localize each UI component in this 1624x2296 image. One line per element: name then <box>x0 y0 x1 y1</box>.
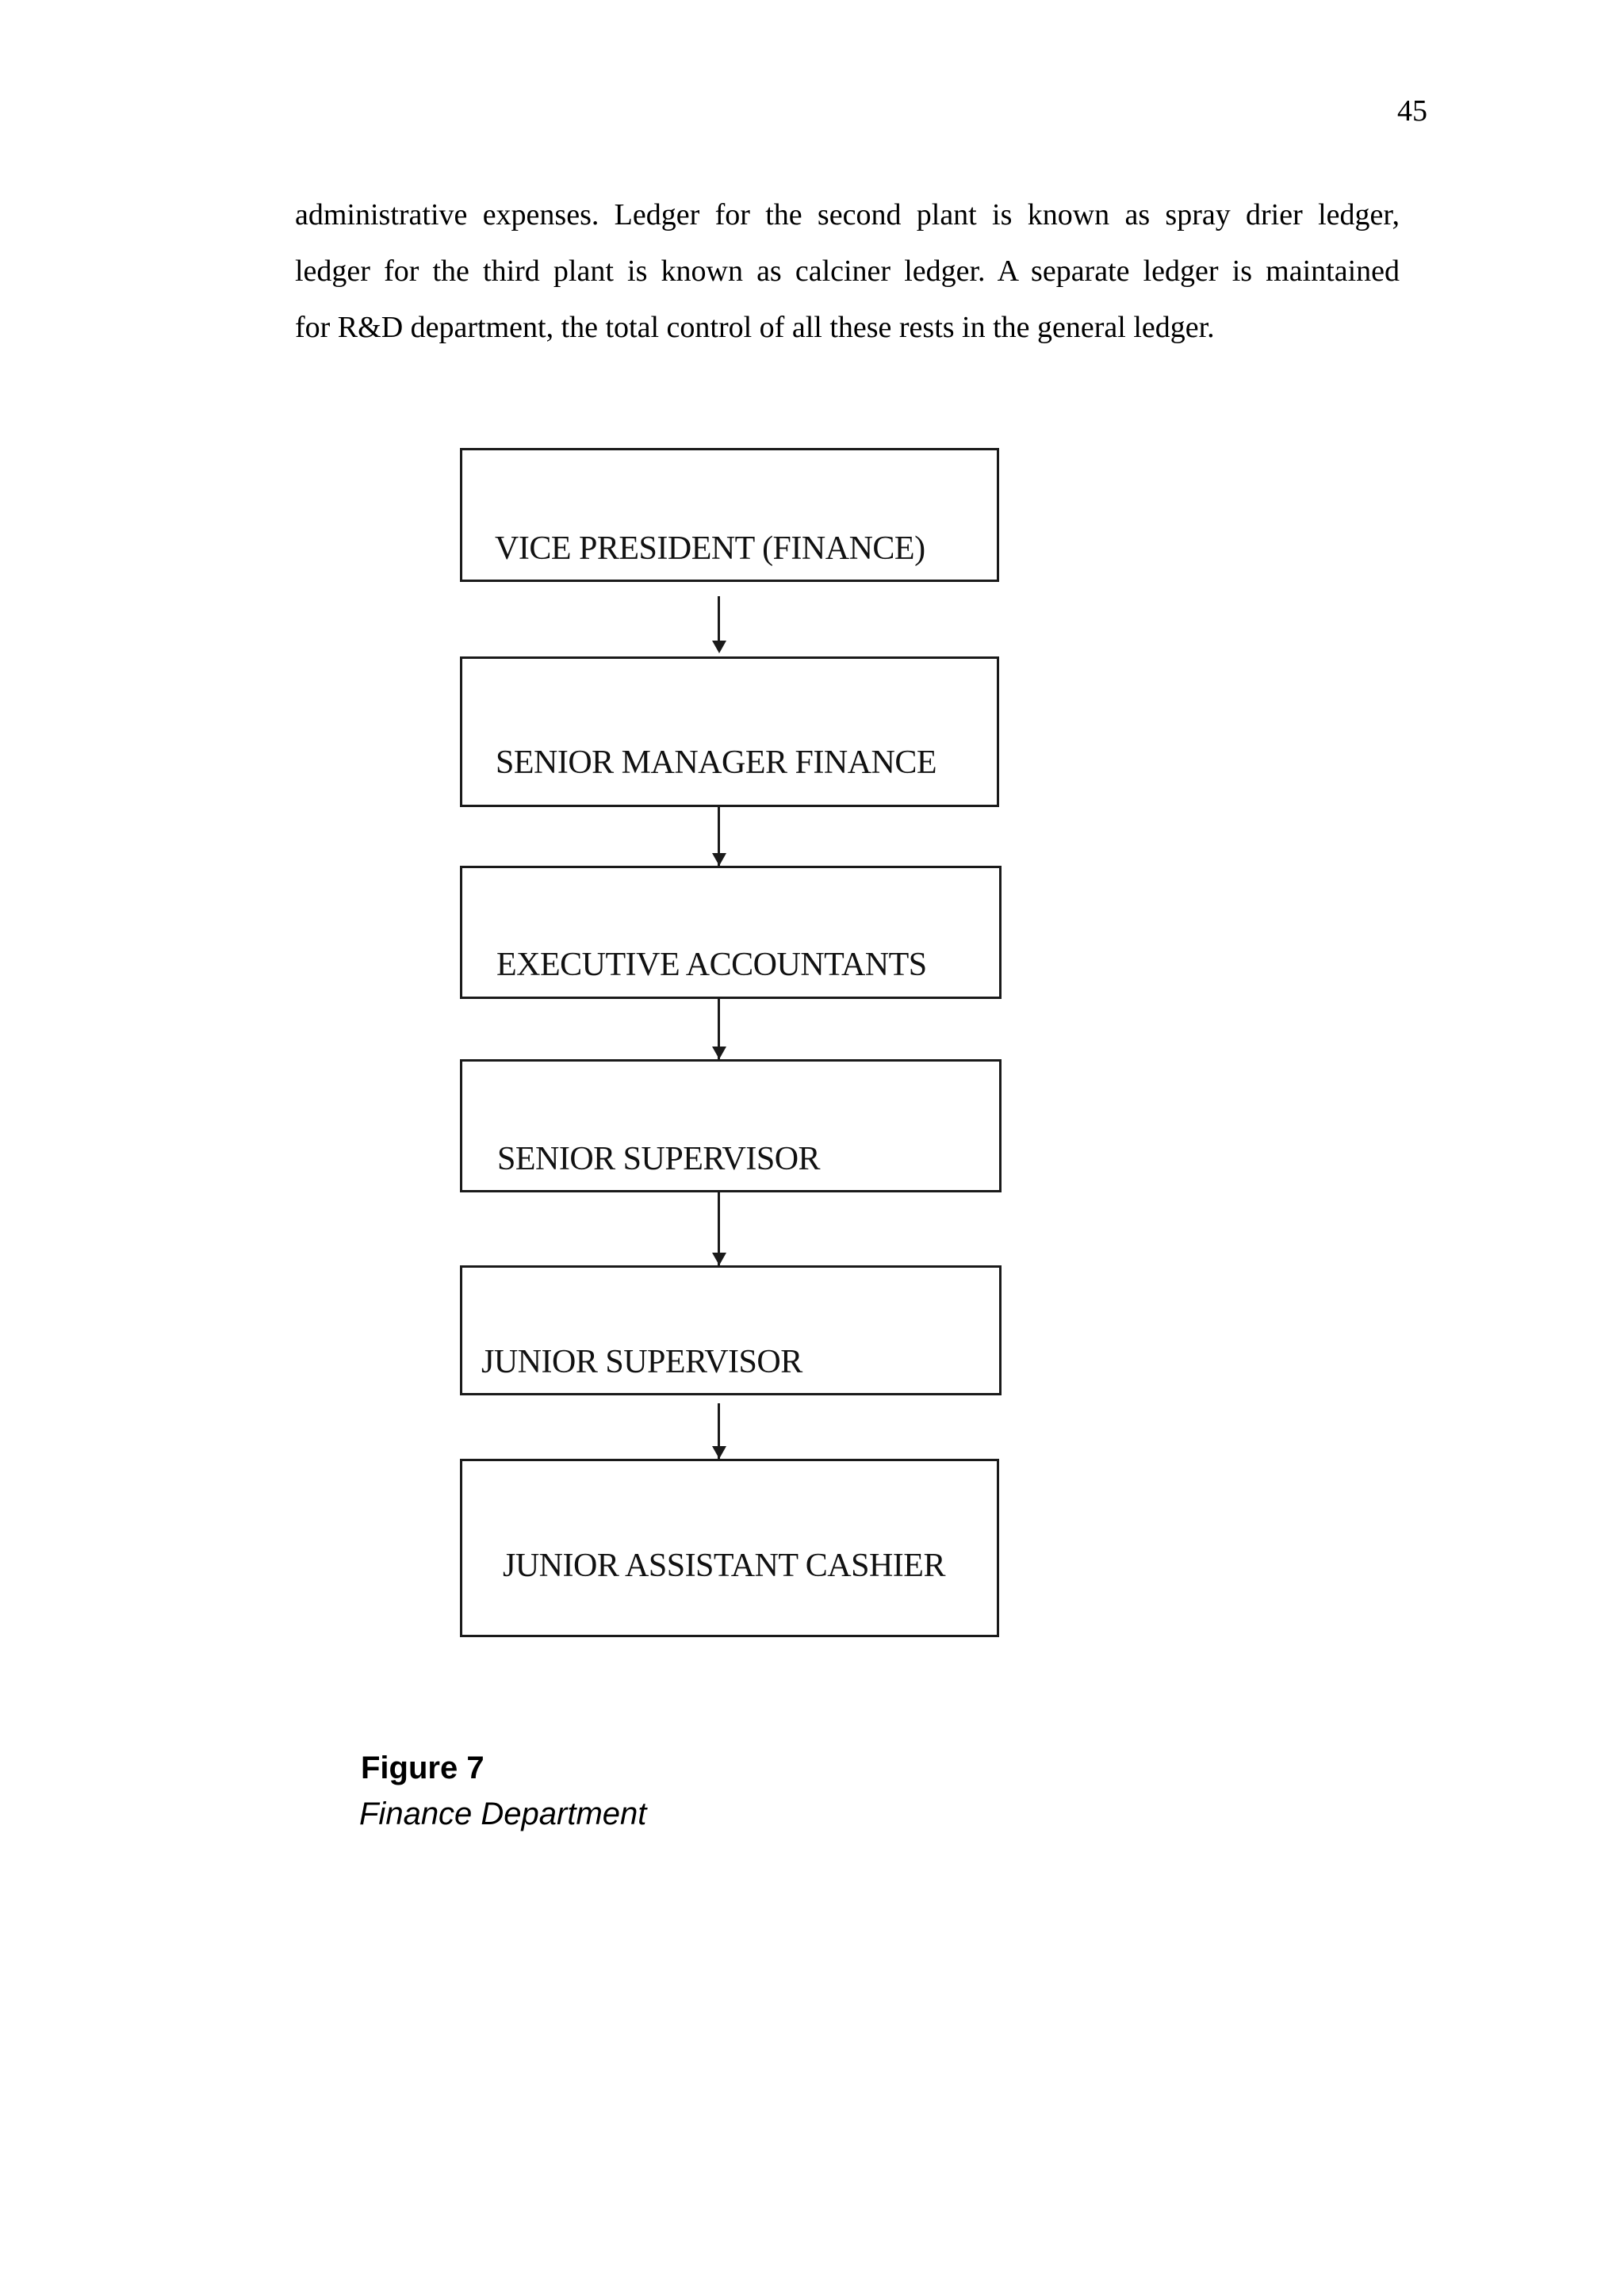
figure-caption: Finance Department <box>359 1797 647 1831</box>
paragraph-line: ledger for the third plant is known as calciner ledger. A separate ledger is maintained <box>295 254 1400 288</box>
paragraph-line: for R&D department, the total control of all these rests in the general ledger. <box>295 311 1215 344</box>
arrow-down-icon <box>712 1446 726 1459</box>
org-node-label: SENIOR MANAGER FINANCE <box>496 744 937 781</box>
page-number: 45 <box>1397 94 1427 128</box>
paragraph-line: administrative expenses. Ledger for the second plant is known as spray drier ledger, <box>295 198 1400 232</box>
org-edge-3 <box>718 999 720 1059</box>
org-node-senior-supervisor <box>460 1059 1002 1192</box>
org-node-label: JUNIOR SUPERVISOR <box>481 1344 802 1380</box>
arrow-down-icon <box>712 1047 726 1059</box>
org-node-label: SENIOR SUPERVISOR <box>497 1141 821 1177</box>
figure-number: Figure 7 <box>361 1751 485 1785</box>
org-node-executive-accountants <box>460 866 1002 999</box>
arrow-down-icon <box>712 1253 726 1265</box>
arrow-down-icon <box>712 853 726 866</box>
org-edge-2 <box>718 807 720 866</box>
org-node-label: EXECUTIVE ACCOUNTANTS <box>496 947 927 983</box>
org-node-junior-assistant-cashier <box>460 1459 999 1637</box>
org-node-vp-finance <box>460 448 999 582</box>
org-node-senior-manager-finance <box>460 656 999 807</box>
org-node-label: JUNIOR ASSISTANT CASHIER <box>503 1548 945 1584</box>
org-edge-5 <box>718 1403 720 1459</box>
org-node-label: VICE PRESIDENT (FINANCE) <box>495 530 925 567</box>
org-edge-4 <box>718 1192 720 1265</box>
org-node-junior-supervisor <box>460 1265 1002 1395</box>
body-paragraph <box>295 190 1400 359</box>
org-edge-1 <box>718 596 720 642</box>
arrow-down-icon <box>712 641 726 653</box>
